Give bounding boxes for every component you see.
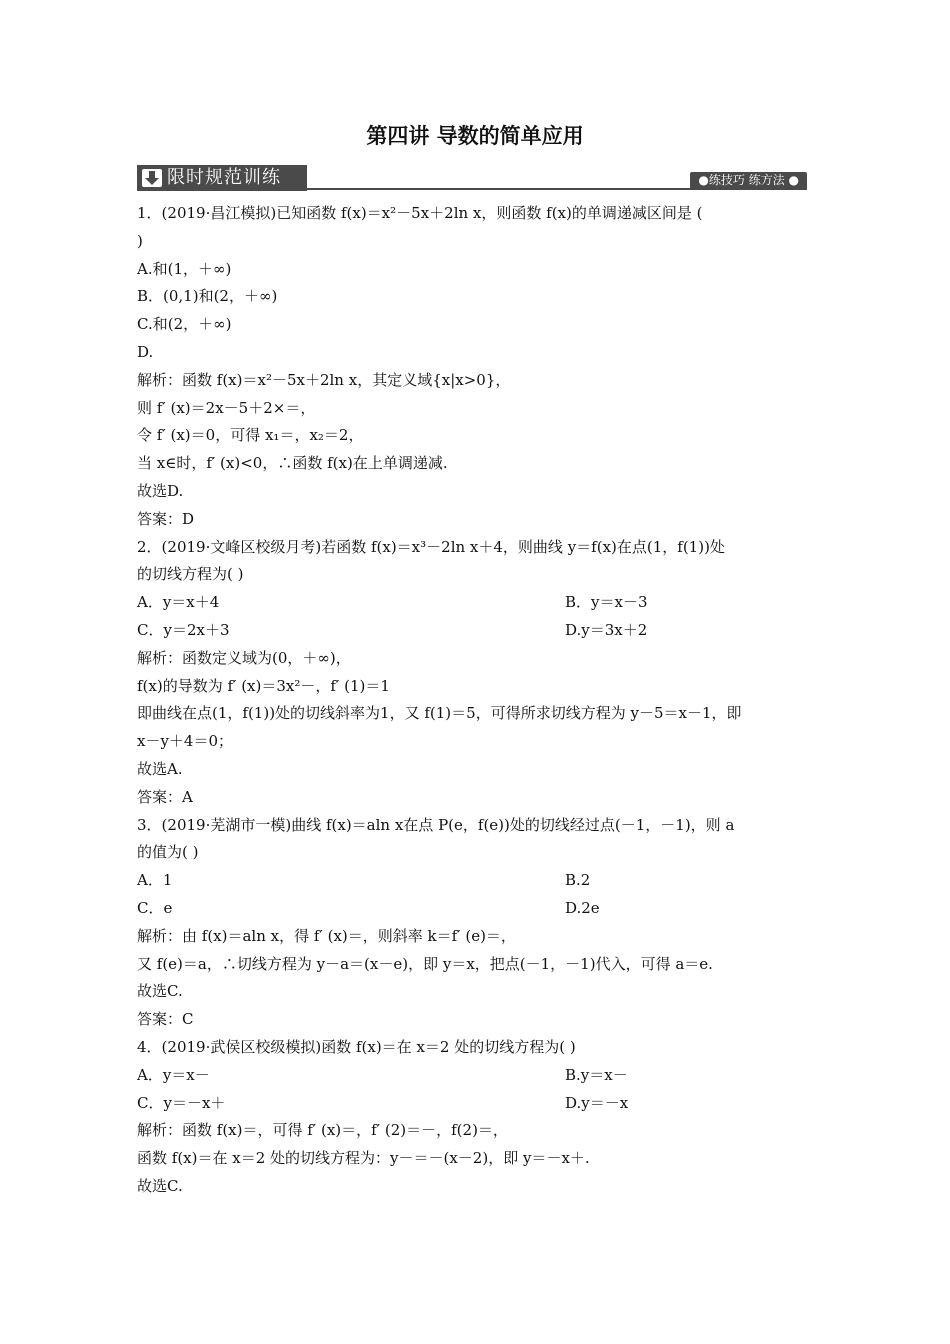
- q3-stem-line1: 3．(2019·芜湖市一模)曲线 f(x)＝aln x在点 P(e，f(e))处的切线经过点(－1，－1)，则 a: [137, 815, 735, 834]
- q4-solution-line3: 故选C.: [137, 1176, 183, 1195]
- q1-option-b: B．(0,1)和(2，＋∞): [137, 287, 278, 306]
- q4-solution-line2: 函数 f(x)＝在 x＝2 处的切线方程为：y－＝－(x－2)，即 y＝－x＋.: [137, 1149, 590, 1168]
- q3-option-a: A．1: [137, 871, 173, 890]
- q1-stem-line1: 1．(2019·昌江模拟)已知函数 f(x)＝x²－5x＋2ln x，则函数 f(x)的单调递减区间是 (: [137, 204, 703, 222]
- q4-options-row1: [137, 1062, 815, 1090]
- q2-options-row2: [137, 617, 815, 645]
- section-banner: [137, 165, 807, 191]
- q3-solution-line1: 解析：由 f(x)＝aln x，得 f′ (x)＝，则斜率 k＝f′ (e)＝，: [137, 926, 516, 945]
- q2-option-a: A．y＝x＋4: [137, 593, 220, 612]
- q4-option-c: C．y＝－x＋: [137, 1093, 226, 1112]
- q2-solution-line5: 故选A.: [137, 759, 183, 778]
- q4-solution-line1: 解析：函数 f(x)＝，可得 f′ (x)＝，f′ (2)＝－，f(2)＝，: [137, 1121, 508, 1140]
- q2-stem-line1: 2．(2019·文峰区校级月考)若函数 f(x)＝x³－2ln x＋4，则曲线 y＝f(x)在点(1，f(1))处: [137, 537, 725, 556]
- q1-option-c: C.和(2，＋∞): [137, 315, 232, 334]
- q1-solution-line4: 当 x∈时，f′ (x)<0，∴函数 f(x)在上单调递减.: [137, 454, 448, 473]
- q2-stem-line2: 的切线方程为( ): [137, 565, 244, 584]
- q1-stem-line2: ): [137, 231, 143, 250]
- q1-solution-line5: 故选D.: [137, 481, 184, 500]
- banner-tag: ●练技巧 练方法 ●: [690, 172, 807, 189]
- q4-stem-line1: 4．(2019·武侯区校级模拟)函数 f(x)＝在 x＝2 处的切线方程为( ): [137, 1037, 576, 1056]
- q3-options-row2: [137, 895, 815, 923]
- q3-stem-line2: 的值为( ): [137, 843, 199, 862]
- q3-solution-line2: 又 f(e)＝a，∴切线方程为 y－a＝(x－e)，即 y＝x，把点(－1，－1)代入，可得 a＝e.: [137, 954, 713, 973]
- q2-option-b: B．y＝x－3: [565, 593, 648, 612]
- q2-options-row1: [137, 589, 815, 617]
- q1-solution-line1: 解析：函数 f(x)＝x²－5x＋2ln x，其定义域{x|x>0}，: [137, 370, 511, 389]
- q4-option-b: B.y＝x－: [565, 1065, 628, 1084]
- q1-solution-line2: 则 f′ (x)＝2x－5＋2×＝，: [137, 398, 316, 417]
- q2-solution-line4: x－y＋4＝0；: [137, 732, 234, 751]
- q2-solution-line3: 即曲线在点(1，f(1))处的切线斜率为1，又 f(1)＝5，可得所求切线方程为 y－5＝x－1，即: [137, 704, 742, 723]
- q3-options-row1: [137, 867, 815, 895]
- q1-answer: 答案：D: [137, 509, 195, 528]
- q2-option-d: D.y＝3x＋2: [565, 620, 648, 639]
- banner-left-block: [137, 165, 307, 191]
- q3-answer: 答案：C: [137, 1010, 194, 1029]
- q1-option-d: D.: [137, 342, 154, 361]
- q2-solution-line2: f(x)的导数为 f′ (x)＝3x²－，f′ (1)＝1: [137, 676, 390, 695]
- banner-label: 限时规范训练: [167, 167, 281, 188]
- exercise-content: [137, 200, 815, 1201]
- q4-options-row2: [137, 1090, 815, 1118]
- q3-option-b: B.2: [565, 871, 591, 890]
- q1-solution-line3: 令 f′ (x)＝0，可得 x₁＝，x₂＝2，: [137, 426, 364, 445]
- q4-option-d: D.y＝－x: [565, 1093, 629, 1112]
- q2-solution-line1: 解析：函数定义域为(0，＋∞)，: [137, 648, 351, 667]
- q3-option-c: C．e: [137, 898, 173, 917]
- q4-option-a: A．y＝x－: [137, 1065, 210, 1084]
- q2-option-c: C．y＝2x＋3: [137, 620, 230, 639]
- page-title: 第四讲 导数的简单应用: [366, 124, 584, 148]
- q3-option-d: D.2e: [565, 898, 600, 917]
- q2-answer: 答案：A: [137, 787, 193, 806]
- down-arrow-icon: [141, 168, 163, 188]
- q3-solution-line3: 故选C.: [137, 982, 183, 1001]
- q1-option-a: A.和(1，＋∞): [137, 259, 232, 278]
